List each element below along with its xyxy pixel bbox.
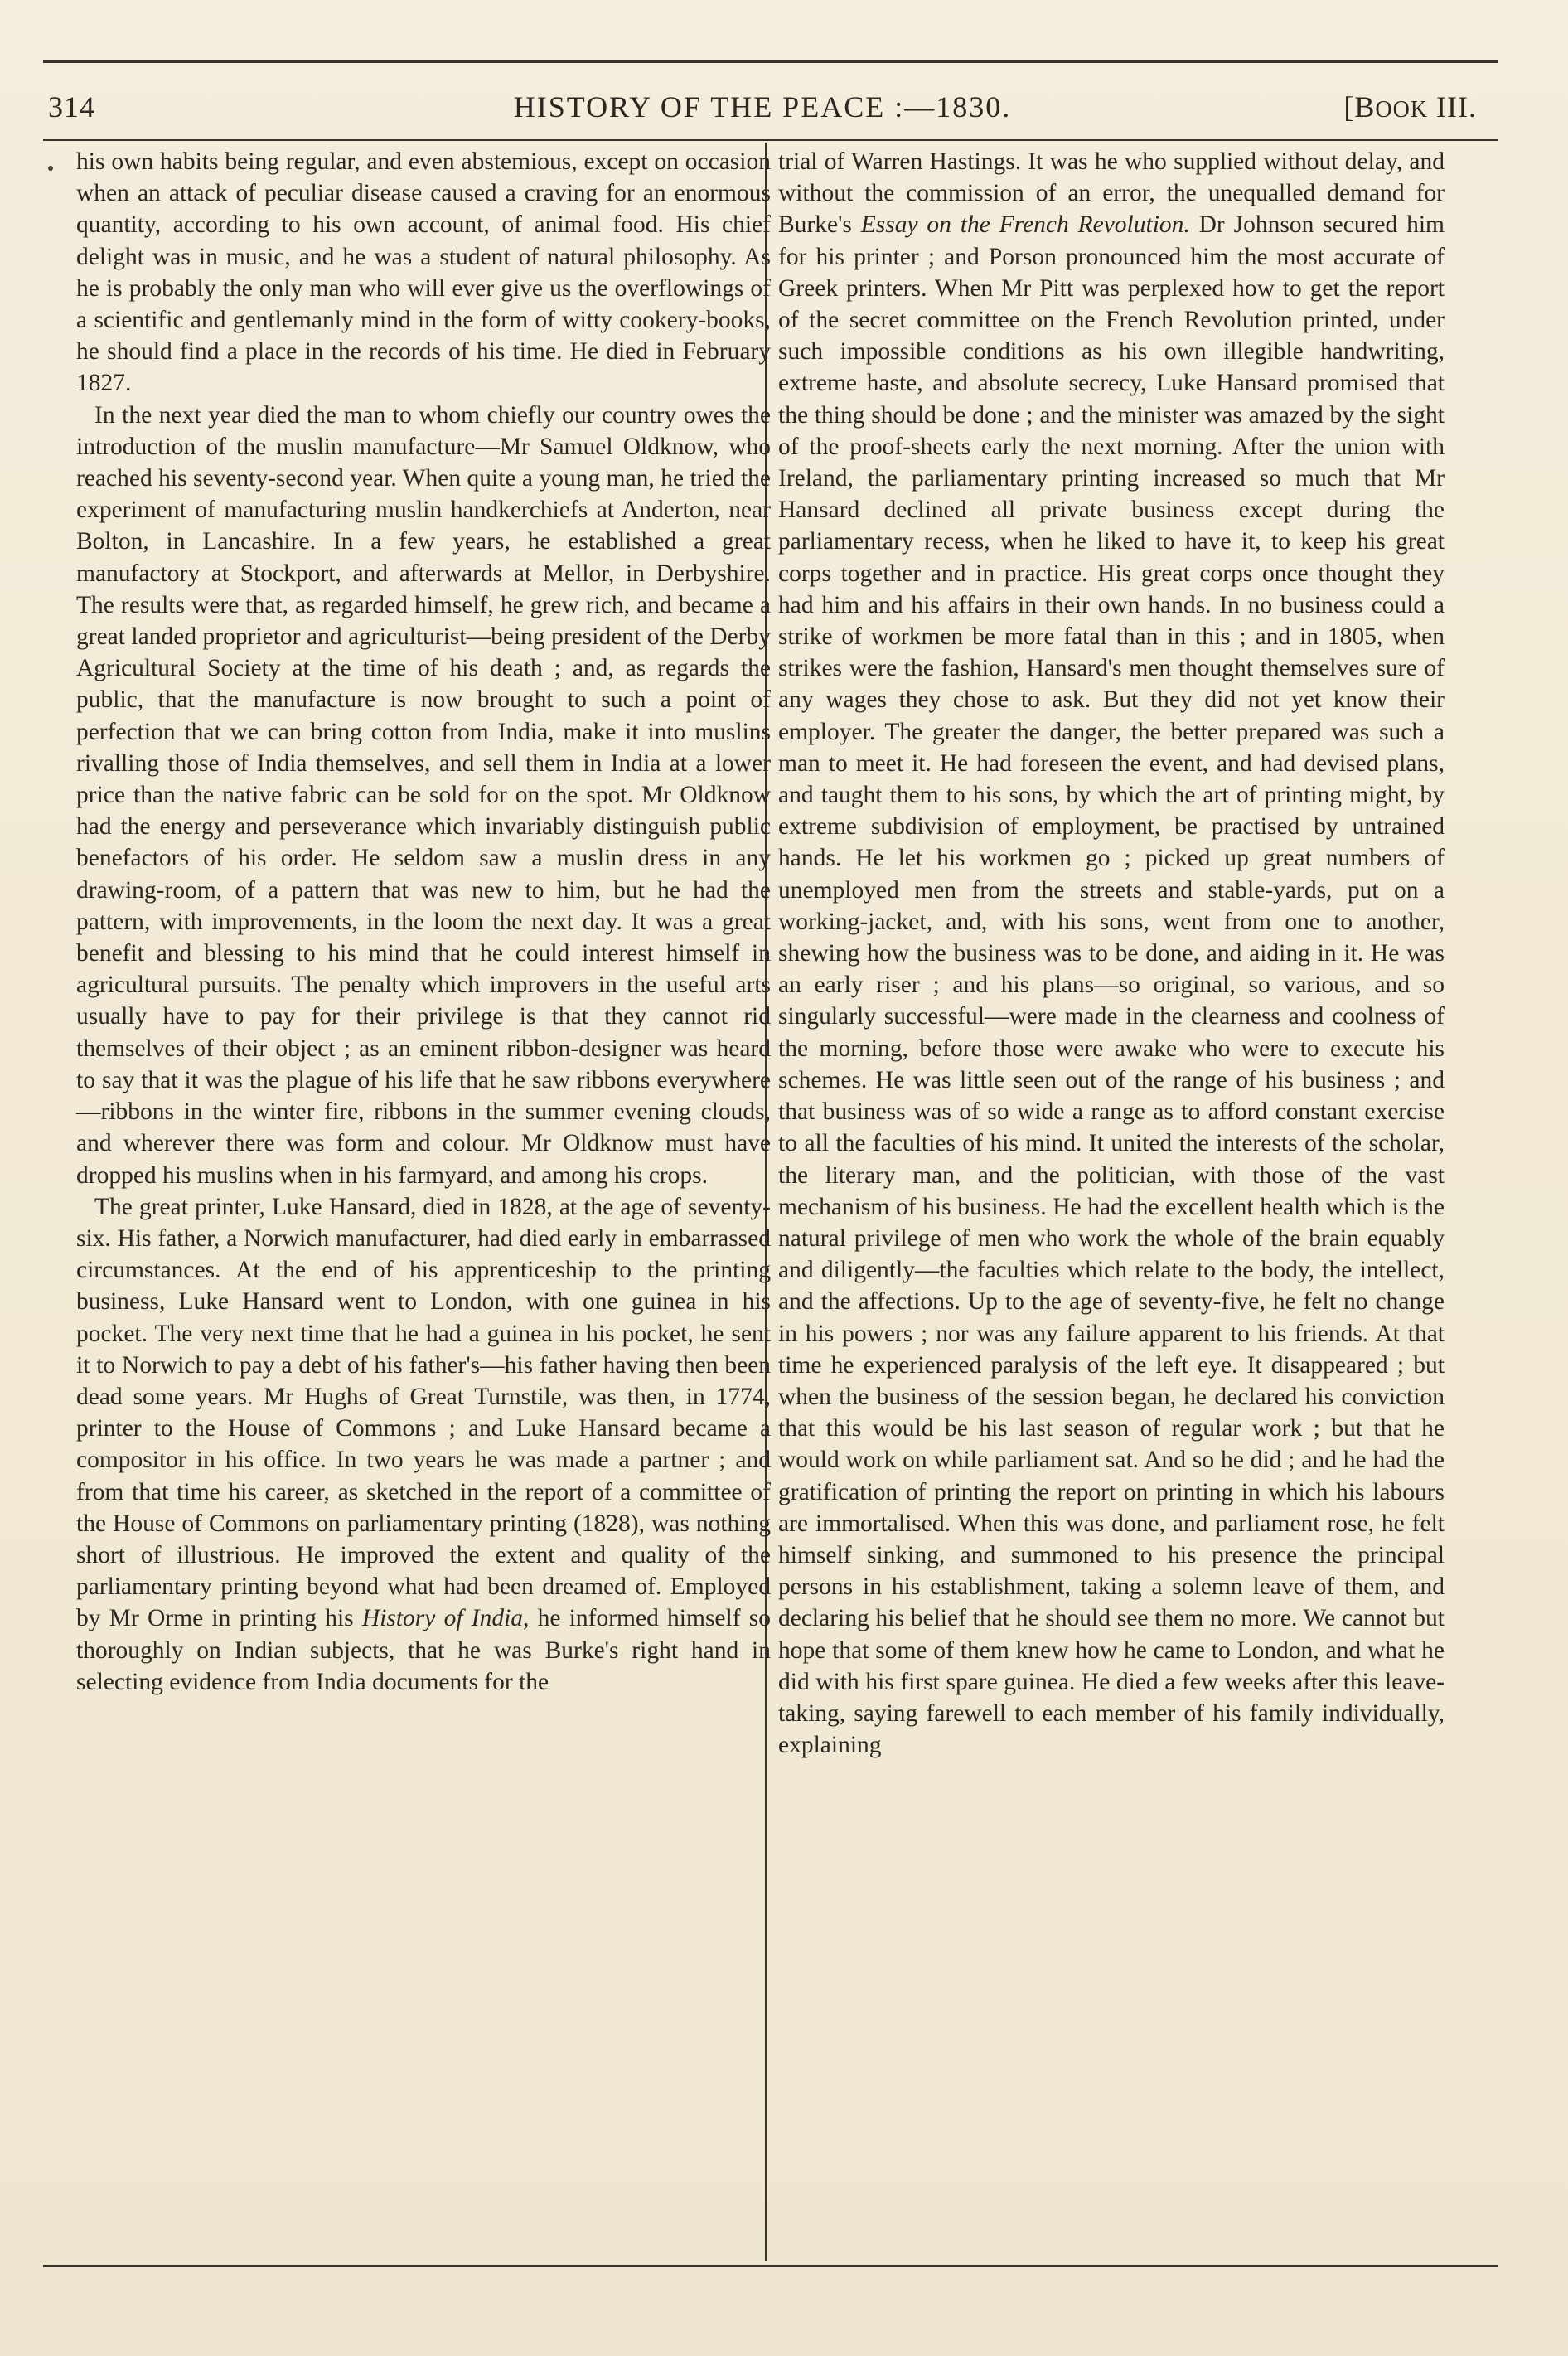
hansard-text-a: The great printer, Luke Hansard, died in 1828, at the age of seventy-six. His father, a Norwich manufacturer, had died early in embarrassed circumstances. At the end of his apprenticeship to the printing business, Luke Hansard went to London, with one guinea in his pocket. The very next time that he had a guinea in his pocket, he sent it to Norwich to pay a debt of his father's—his father having then been dead some years. Mr Hughs of Great Turnstile, was then, in 1774, printer to the House of Commons ; and Luke Hansard became a compositor in his office. In two years he was made a partner ; and from that time his career, as sketched in the report of a committee of the House of Commons on parliamentary printing (1828), was nothing short of illustrious. He improved the extent and quality of the parliamentary printing beyond what had been dreamed of. Employed by Mr Orme in printing his	[76, 1193, 771, 1632]
running-title: HISTORY OF THE PEACE :—1830.	[513, 90, 1012, 124]
essay-title: Essay on the French Revolution.	[860, 211, 1190, 239]
header-rule	[43, 139, 1498, 141]
paragraph-1: his own habits being regular, and even abstemious, except on occasion when an attack of peculiar disease caused a craving for an enormous quantity, according to his own account, of animal food. His chief delight was in music, and he was a student of natural philosophy. As he is probably the only man who will ever give us the overflowings of a scientific and gentlemanly mind in the form of witty cookery-books, he should find a place in the records of his time. He died in February 1827.	[76, 148, 771, 397]
book-label-suffix: III.	[1428, 90, 1477, 124]
history-of-india-title: History of India	[361, 1605, 524, 1632]
margin-mark	[48, 166, 53, 171]
hansard-text-b: , he informed himself so thoroughly on Indian subjects, that he was Burke's right hand in selecting evidence from India documents for the	[76, 1605, 771, 1695]
book-label-prefix: [B	[1343, 90, 1376, 124]
book-label	[1343, 90, 1477, 124]
left-column	[76, 146, 771, 1698]
bottom-rule	[43, 2265, 1498, 2267]
top-rule	[43, 60, 1498, 63]
right-column	[778, 146, 1445, 1761]
paragraph-oldknow: In the next year died the man to whom chiefly our country owes the introduction of the muslin manufacture—Mr Samuel Oldknow, who reached his seventy-second year. When quite a young man, he tried the experiment of manufacturing muslin handkerchiefs at Anderton, near Bolton, in Lancashire. In a few years, he established a great manufactory at Stockport, and afterwards at Mellor, in Derbyshire. The results were that, as regarded himself, he grew rich, and became a great landed proprietor and agriculturist—being president of the Derby Agricultural Society at the time of his death ; and, as regards the public, that the manufacture is now brought to such a point of perfection that we can bring cotton from India, make it into muslins rivalling those of India themselves, and sell them in India at a lower price than the native fabric can be sold for on the spot. Mr Oldknow had the energy and perseverance which invariably distinguish public benefactors of his order. He seldom saw a muslin dress in any drawing-room, of a pattern that was new to him, but he had the pattern, with improvements, in the loom the next day. It was a great benefit and blessing to his mind that he could interest himself in agricultural pursuits. The penalty which improvers in the useful arts usually have to pay for their privilege is that they cannot rid themselves of their object ; as an eminent ribbon-designer was heard to say that it was the plague of his life that he saw ribbons everywhere—ribbons in the winter fire, ribbons in the summer evening clouds, and wherever there was form and colour. Mr Oldknow must have dropped his muslins when in his farmyard, and among his crops.	[76, 401, 771, 1189]
book-label-small: OOK	[1375, 97, 1429, 123]
running-header	[48, 90, 1477, 139]
paragraph-hansard	[76, 1191, 771, 1698]
continued-text-b: Dr Johnson secured him for his printer ; and Porson pronounced him the most accurate of Greek printers. When Mr Pitt was perplexed how to get the report of the secret committee on the French Revolution printed, under such impossible conditions as his own illegible handwriting, extreme haste, and absolute secrecy, Luke Hansard promised that the thing should be done ; and the minister was amazed by the sight of the proof-sheets early the next morning. After the union with Ireland, the parliamentary printing increased so much that Mr Hansard declined all private business except during the parliamentary recess, when he liked to have it, to keep his great corps together and in practice. His great corps once thought they had him and his affairs in their own hands. In no business could a strike of workmen be more fatal than in this ; and in 1805, when strikes were the fashion, Hansard's men thought themselves sure of any wages they chose to ask. But they did not yet know their employer. The greater the danger, the better prepared was such a man to meet it. He had foreseen the event, and had devised plans, and taught them to his sons, by which the art of printing might, by extreme subdivision of employment, be practised by untrained hands. He let his workmen go ; picked up great numbers of unemployed men from the streets and stable-yards, put on a working-jacket, and, with his sons, went from one to another, shewing how the business was to be done, and aiding in it. He was an early riser ; and his plans—so original, so various, and so singularly successful—were made in the clearness and coolness of the morning, before those were awake who were to execute his schemes. He was little seen out of the range of his business ; and that business was of so wide a range as to afford constant exercise to all the faculties of his mind. It united the interests of the scholar, the literary man, and the politician, with those of the vast mechanism of his business. He had the excellent health which is the natural privilege of men who work the whole of the brain equably and diligently—the faculties which relate to the body, the intellect, and the affections. Up to the age of seventy-five, he felt no change in his powers ; nor was any failure apparent to his friends. At that time he experienced paralysis of the left eye. It disappeared ; but when the business of the session began, he declared his conviction that this would be his last season of regular work ; but that he would work on while parliament sat. And so he did ; and he had the gratification of printing the report on printing in which his labours are immortalised. When this was done, and parliament rose, he felt himself sinking, and summoned to his presence the principal persons in his establishment, taking a solemn leave of them, and declaring his belief that he should see them no more. We cannot but hope that some of them knew how he came to London, and what he did with his first spare guinea. He died a few weeks after this leave-taking, saying farewell to each member of his family individually, explaining	[778, 211, 1445, 1759]
page-number: 314	[48, 90, 95, 124]
paragraph-hansard-continued	[778, 146, 1445, 1761]
continued-text-a: trial of Warren Hastings. It was he who supplied without delay, and without the commission of an error, the unequalled demand for Burke's	[778, 148, 1445, 239]
